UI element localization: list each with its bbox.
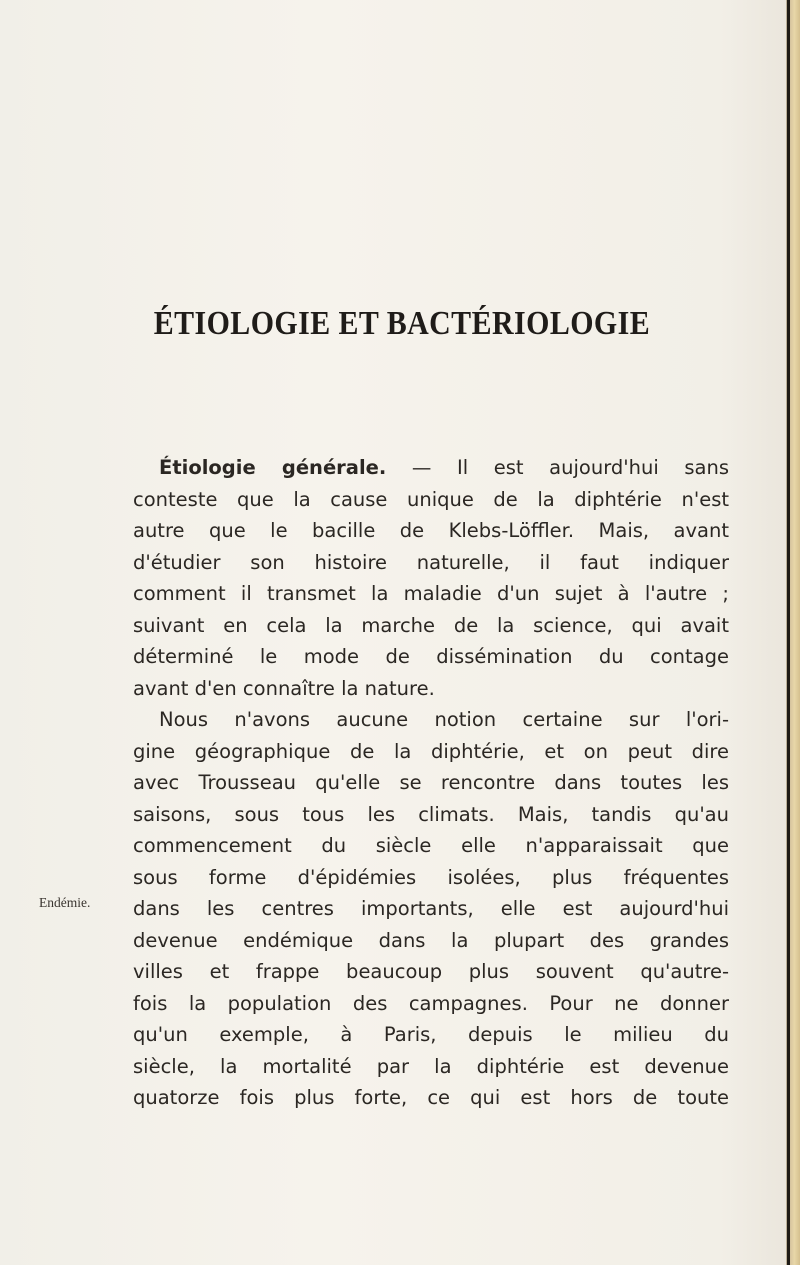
text-line: villes et frappe beaucoup plus souvent qu'autre- (133, 960, 729, 983)
text-line: déterminé le mode de dissémination du contage (133, 645, 729, 668)
text-line: fois la population des campagnes. Pour ne donner (133, 991, 729, 1015)
text-line: quatorze fois plus forte, ce qui est hors de toute (133, 1086, 729, 1109)
text-line: avant d'en connaître la nature. (133, 676, 435, 700)
section-heading: Étiologie générale. (159, 456, 387, 479)
text-line: comment il transmet la maladie d'un sujet à l'autre ; (133, 582, 729, 605)
text-line: qu'un exemple, à Paris, depuis le milieu du (133, 1023, 729, 1046)
text-line: Nous n'avons aucune notion certaine sur l'ori- (159, 708, 729, 731)
text-line: autre que le bacille de Klebs-Löffler. Mais, avant (133, 519, 729, 542)
text-line: d'étudier son histoire naturelle, il faut indiquer (133, 550, 729, 574)
text-line: Étiologie générale. — Il est aujourd'hui sans (159, 456, 729, 479)
margin-note: Endémie. (39, 895, 91, 910)
text-line: suivant en cela la marche de la science, qui avait (133, 613, 729, 637)
text-line: saisons, sous tous les climats. Mais, tandis qu'au (133, 802, 729, 826)
text-line: avec Trousseau qu'elle se rencontre dans toutes les (133, 771, 729, 794)
text-line: commencement du siècle elle n'apparaissait que (133, 834, 729, 857)
text-line: dans les centres importants, elle est aujourd'hui (133, 897, 729, 920)
page-edge-shadow (787, 0, 790, 1265)
text-line: sous forme d'épidémies isolées, plus fréquentes (133, 865, 729, 889)
text-line: devenue endémique dans la plupart des grandes (133, 928, 729, 952)
text-line: gine géographique de la diphtérie, et on peut dire (133, 739, 729, 763)
text-line: conteste que la cause unique de la diphtérie n'est (133, 487, 729, 511)
chapter-title: ÉTIOLOGIE ET BACTÉRIOLOGIE (153, 305, 651, 342)
body-text (133, 452, 729, 1114)
text-line: siècle, la mortalité par la diphtérie est devenue (133, 1054, 729, 1078)
